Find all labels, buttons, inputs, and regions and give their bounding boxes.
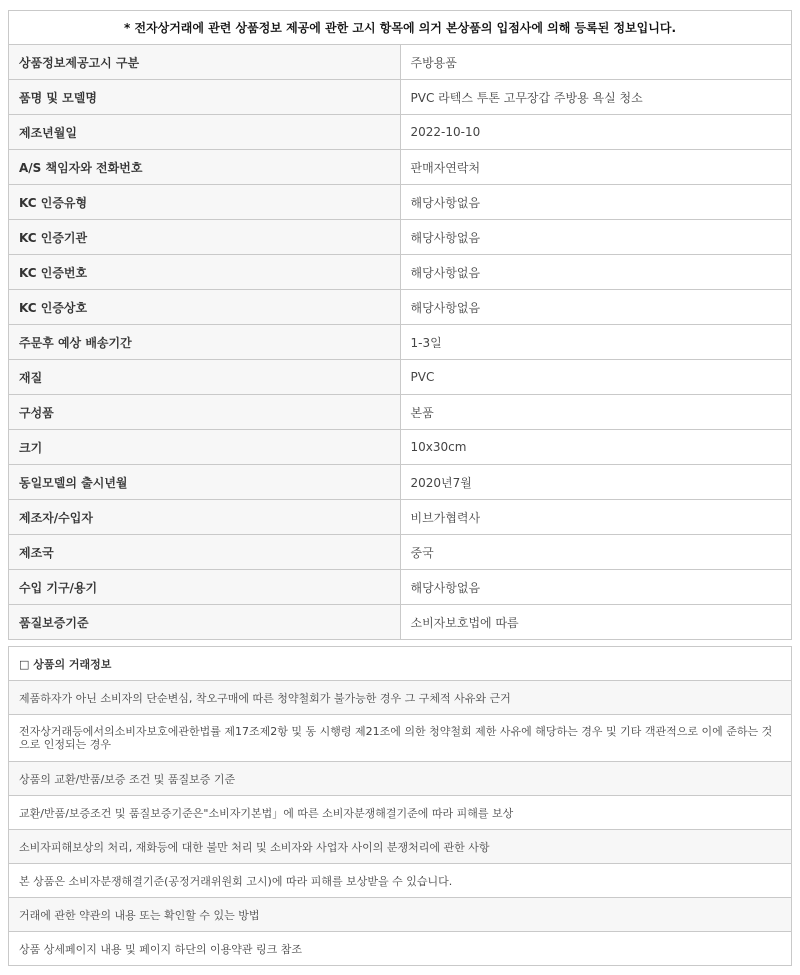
spec-body [9, 45, 792, 640]
spec-key: 주문후 예상 배송기간 [9, 325, 401, 360]
spec-key: A/S 책임자와 전화번호 [9, 150, 401, 185]
spec-key: 제조국 [9, 535, 401, 570]
spec-value: 주방용품 [400, 45, 792, 80]
spec-value: 해당사항없음 [400, 185, 792, 220]
spec-value: 해당사항없음 [400, 220, 792, 255]
spec-value: 해당사항없음 [400, 570, 792, 605]
spec-row [9, 290, 792, 325]
spec-value: 본품 [400, 395, 792, 430]
trade-info-heading: 거래에 관한 약관의 내용 또는 확인할 수 있는 방법 [9, 898, 792, 932]
spec-value: 판매자연락처 [400, 150, 792, 185]
spec-row [9, 115, 792, 150]
spec-value: 2020년7월 [400, 465, 792, 500]
trade-info-table [8, 646, 792, 966]
notice-row [9, 11, 792, 45]
spec-value: 해당사항없음 [400, 255, 792, 290]
spec-row [9, 325, 792, 360]
trade-info-text: 본 상품은 소비자분쟁해결기준(공정거래위원회 고시)에 따라 피해를 보상받을 수 있습니다. [9, 864, 792, 898]
trade-info-row [9, 830, 792, 864]
spec-row [9, 395, 792, 430]
spec-row [9, 430, 792, 465]
spec-key: KC 인증유형 [9, 185, 401, 220]
spec-key: 상품정보제공고시 구분 [9, 45, 401, 80]
notice-text: * 전자상거래에 관련 상품정보 제공에 관한 고시 항목에 의거 본상품의 입점사에 의해 등록된 정보입니다. [9, 11, 792, 45]
spec-key: 제조년월일 [9, 115, 401, 150]
spec-value: 해당사항없음 [400, 290, 792, 325]
trade-info-text: 교환/반품/보증조건 및 품질보증기준은"소비자기본법」에 따른 소비자분쟁해결기준에 따라 피해를 보상 [9, 796, 792, 830]
spec-row [9, 80, 792, 115]
spec-row [9, 500, 792, 535]
spec-key: 크기 [9, 430, 401, 465]
spec-value: 1-3일 [400, 325, 792, 360]
spec-row [9, 360, 792, 395]
spec-key: 품질보증기준 [9, 605, 401, 640]
spec-row [9, 605, 792, 640]
spec-row [9, 185, 792, 220]
trade-info-heading: 제품하자가 아닌 소비자의 단순변심, 착오구매에 따른 청약철회가 불가능한 경우 그 구체적 사유와 근거 [9, 681, 792, 715]
spec-value: 10x30cm [400, 430, 792, 465]
spec-key: 제조자/수입자 [9, 500, 401, 535]
trade-info-row [9, 715, 792, 762]
spec-key: 품명 및 모델명 [9, 80, 401, 115]
spec-value: PVC [400, 360, 792, 395]
trade-info-row [9, 762, 792, 796]
spec-key: KC 인증번호 [9, 255, 401, 290]
trade-info-text: 전자상거래등에서의소비자보호에관한법률 제17조제2항 및 동 시행령 제21조에 의한 청약철회 제한 사유에 해당하는 경우 및 기타 객관적으로 이에 준하는 것으로 인정되는 경우 [9, 715, 792, 762]
spec-key: 구성품 [9, 395, 401, 430]
spec-value: PVC 라텍스 투톤 고무장갑 주방용 욕실 청소 [400, 80, 792, 115]
trade-info-heading: 소비자피해보상의 처리, 재화등에 대한 불만 처리 및 소비자와 사업자 사이의 분쟁처리에 관한 사항 [9, 830, 792, 864]
spec-key: 수입 기구/용기 [9, 570, 401, 605]
spec-key: KC 인증상호 [9, 290, 401, 325]
spec-value: 비브가협력사 [400, 500, 792, 535]
product-info-notice [8, 10, 792, 966]
trade-info-header [9, 647, 792, 681]
spec-row [9, 465, 792, 500]
trade-info-row [9, 796, 792, 830]
trade-info-heading: 상품의 교환/반품/보증 조건 및 품질보증 기준 [9, 762, 792, 796]
spec-key: 동일모델의 출시년월 [9, 465, 401, 500]
trade-info-row [9, 932, 792, 966]
spec-table [8, 10, 792, 640]
trade-info-text: 상품 상세페이지 내용 및 페이지 하단의 이용약관 링크 참조 [9, 932, 792, 966]
spec-row [9, 570, 792, 605]
spec-key: KC 인증기관 [9, 220, 401, 255]
spec-value: 2022-10-10 [400, 115, 792, 150]
spec-value: 중국 [400, 535, 792, 570]
trade-info-row [9, 864, 792, 898]
trade-info-row [9, 681, 792, 715]
spec-row [9, 255, 792, 290]
spec-value: 소비자보호법에 따름 [400, 605, 792, 640]
spec-key: 재질 [9, 360, 401, 395]
spec-row [9, 220, 792, 255]
spec-row [9, 45, 792, 80]
spec-row [9, 150, 792, 185]
spec-row [9, 535, 792, 570]
trade-info-title: □ 상품의 거래정보 [9, 647, 792, 681]
trade-info-row [9, 898, 792, 932]
